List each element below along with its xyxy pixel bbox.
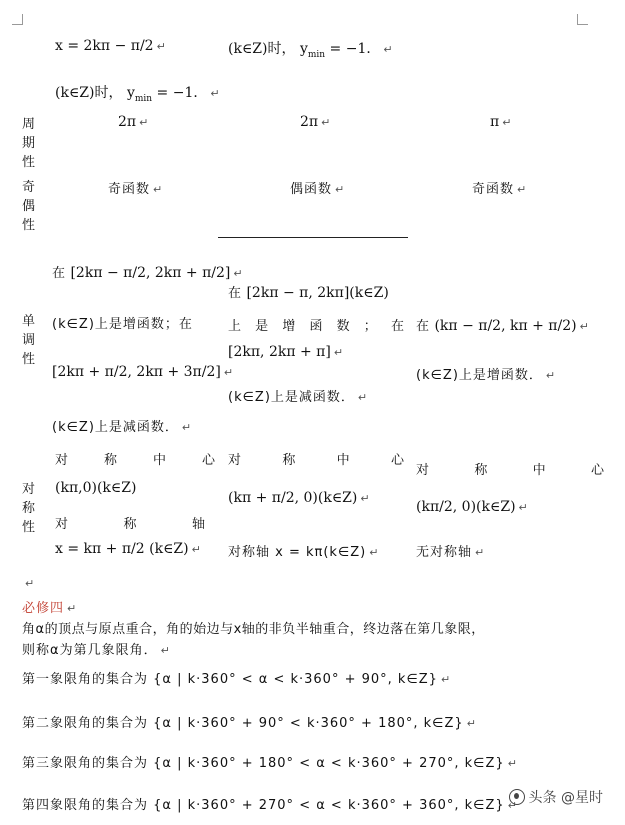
definition-line-2: 则称α为第几象限角． ↵ <box>22 643 171 658</box>
parity-sin: 奇函数 ↵ <box>108 182 164 197</box>
sym-sin-axis: x = kπ + π/2 (k∈Z) ↵ <box>55 541 201 557</box>
quadrant-4-set: 第四象限角的集合为 {α | k·360° + 270° < α < k·360° + 360°, k∈Z} ↵ <box>22 798 517 813</box>
label-monotonic: 单调性 <box>22 314 36 367</box>
sym-cos-axis: 对称轴 x = kπ(k∈Z) ↵ <box>228 545 380 560</box>
definition-line-1: 角α的顶点与原点重合，角的始边与x轴的非负半轴重合，终边落在第几象限， <box>22 622 485 637</box>
parity-tan: 奇函数 ↵ <box>472 182 528 197</box>
sym-sin-axis-label: 对 称 轴 <box>55 517 205 532</box>
corner-mark-top-left <box>12 14 23 25</box>
mono-cos-dec: [2kπ, 2kπ + π] ↵ <box>228 344 344 360</box>
sym-tan-center: (kπ/2, 0)(k∈Z) ↵ <box>416 499 528 515</box>
mono-sin-dec: [2kπ + π/2, 2kπ + 3π/2] ↵ <box>52 364 234 380</box>
user-circle-icon <box>509 789 525 805</box>
cos-min-condition: (k∈Z)时， $y_{min} = -1$． ↵ <box>228 41 393 60</box>
mono-cos-dec-post: (k∈Z)上是减函数． ↵ <box>228 390 369 405</box>
sym-sin-center: (kπ,0)(k∈Z) <box>55 480 137 496</box>
sym-cos-center-label: 对 称 中 心 <box>228 453 404 468</box>
quadrant-1-set: 第一象限角的集合为 {α | k·360° < α < k·360° + 90°, k∈Z} ↵ <box>22 672 451 687</box>
table-rule <box>218 237 408 238</box>
watermark <box>509 787 603 807</box>
sin-min-x: x = 2kπ − π/2 ↵ <box>55 38 166 54</box>
quadrant-2-set: 第二象限角的集合为 {α | k·360° + 90° < k·360° + 180°, k∈Z} ↵ <box>22 716 476 731</box>
sym-tan-center-label: 对 称 中 心 <box>416 463 604 478</box>
mono-sin-inc: 在 [2kπ − π/2, 2kπ + π/2] ↵ <box>52 265 243 281</box>
mono-cos-inc: 在 [2kπ − π, 2kπ](k∈Z) <box>228 285 389 301</box>
mono-sin-inc-post: (k∈Z)上是增函数；在 <box>52 317 193 332</box>
period-cos: 2π ↵ <box>300 114 331 130</box>
sym-tan-axis: 无对称轴 ↵ <box>416 545 486 560</box>
mono-tan-inc-post: (k∈Z)上是增函数． ↵ <box>416 368 557 383</box>
quadrant-3-set: 第三象限角的集合为 {α | k·360° + 180° < α < k·360° + 270°, k∈Z} ↵ <box>22 756 517 771</box>
corner-mark-top-right <box>577 14 588 25</box>
period-sin: 2π ↵ <box>118 114 149 130</box>
label-parity: 奇偶性 <box>22 180 36 233</box>
label-period: 周期性 <box>22 117 36 170</box>
section-heading: 必修四 ↵ <box>22 601 78 616</box>
sym-cos-center: (kπ + π/2, 0)(k∈Z) ↵ <box>228 490 370 506</box>
mono-tan-inc: 在 (kπ − π/2, kπ + π/2) ↵ <box>416 318 589 334</box>
parity-cos: 偶函数 ↵ <box>290 182 346 197</box>
sin-min-condition: (k∈Z)时， $y_{min} = -1$． ↵ <box>55 85 220 104</box>
label-symmetry: 对称性 <box>22 482 36 535</box>
period-tan: π ↵ <box>490 114 512 130</box>
mono-cos-inc-post: 上 是 增 函 数 ； 在 <box>228 319 404 334</box>
paragraph-mark: ↵ <box>25 577 35 590</box>
mono-sin-dec-post: (k∈Z)上是减函数． ↵ <box>52 420 193 435</box>
sym-sin-center-label: 对 称 中 心 <box>55 453 215 468</box>
watermark-text: 头条 @星时 <box>528 790 603 806</box>
